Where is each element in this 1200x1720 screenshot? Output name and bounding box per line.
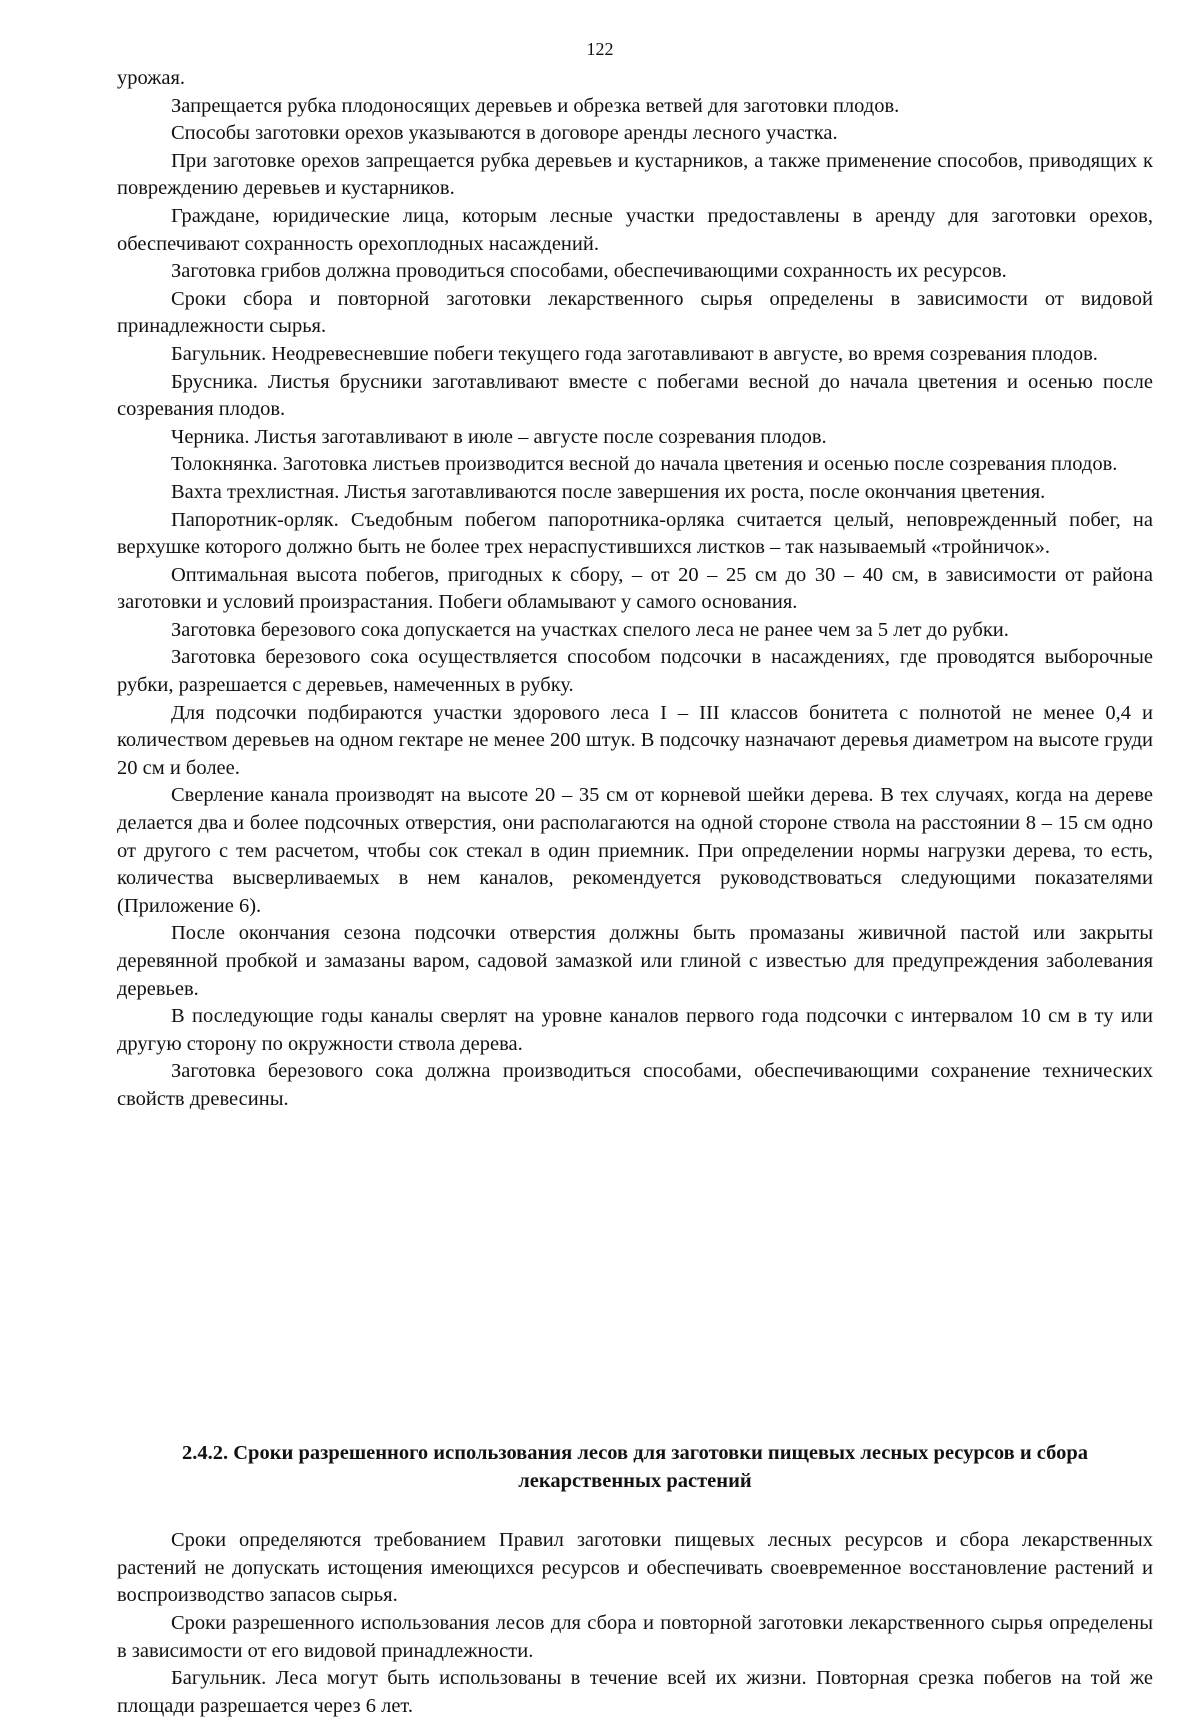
paragraph: Багульник. Леса могут быть использованы в течение всей их жизни. Повторная срезка побегов на той же площади разрешается через 6 лет. xyxy=(117,1667,1153,1717)
paragraph: Для подсочки подбираются участки здорового леса I – III классов бонитета с полнотой не менее 0,4 и количеством деревьев на одном гектаре не менее 200 штук. В подсочку назначают деревья диаметром на высоте груди 20 см и более. xyxy=(117,701,1153,779)
paragraph: урожая. xyxy=(117,67,186,89)
paragraph: Багульник. Неодревесневшие побеги текущего года заготавливают в августе, во время созревания плодов. xyxy=(171,342,1098,365)
paragraph: Оптимальная высота побегов, пригодных к сбору, – от 20 – 25 см до 30 – 40 см, в зависимости от района заготовки и условий произрастания. Побеги обламывают у самого основания. xyxy=(117,563,1153,614)
paragraph: Брусника. Листья брусники заготавливают вместе с побегами весной до начала цветения и осенью после созревания плодов. xyxy=(117,370,1153,421)
section-heading: 2.4.2. Сроки разрешенного использования лесов для заготовки пищевых лесных ресурсов и сбора лекарственных растений xyxy=(181,1442,1088,1492)
paragraph: Сроки разрешенного использования лесов для сбора и повторной заготовки лекарственного сырья определены в зависимости от его видовой принадлежности. xyxy=(117,1611,1153,1662)
paragraph: Способы заготовки орехов указываются в договоре аренды лесного участка. xyxy=(171,122,838,145)
paragraph: Черника. Листья заготавливают в июле – августе после созревания плодов. xyxy=(171,425,827,448)
paragraph: При заготовке орехов запрещается рубка деревьев и кустарников, а также применение способов, приводящих к повреждению деревьев и кустарников. xyxy=(117,149,1153,200)
paragraph: Граждане, юридические лица, которым лесные участки предоставлены в аренду для заготовки орехов, обеспечивают сохранность орехоплодных насаждений. xyxy=(117,204,1153,255)
paragraph: Заготовка березового сока должна производиться способами, обеспечивающими сохранение технических свойств древесины. xyxy=(117,1060,1153,1110)
paragraph: Папоротник-орляк. Съедобным побегом папоротника-орляка считается целый, неповрежденный побег, на верхушке которого должно быть не более трех нераспустившихся листков – так называемый «тройничок». xyxy=(117,508,1153,559)
section-2-4-2 xyxy=(117,1440,1153,1720)
paragraph: Заготовка березового сока допускается на участках спелого леса не ранее чем за 5 лет до рубки. xyxy=(171,618,1009,641)
paragraph: Сверление канала производят на высоте 20 – 35 см от корневой шейки дерева. В тех случаях, когда на дереве делается два и более подсочных отверстия, они располагаются на одной стороне ствола на расстоянии 8 – 15 см одно от другого с тем расчетом, чтобы сок стекал в один приемник. При определении нормы нагрузки дерева, то есть, количества высверливаемых в нем каналов, рекомендуется руководствоваться следующими показателями (Приложение 6). xyxy=(117,784,1153,917)
paragraph: Запрещается рубка плодоносящих деревьев и обрезка ветвей для заготовки плодов. xyxy=(171,94,900,117)
page-number: 122 xyxy=(586,39,614,59)
paragraph: В последующие годы каналы сверлят на уровне каналов первого года подсочки с интервалом 10 см в ту или другую сторону по окружности ствола дерева. xyxy=(117,1005,1153,1055)
paragraph: Сроки сбора и повторной заготовки лекарственного сырья определены в зависимости от видовой принадлежности сырья. xyxy=(117,287,1153,338)
paragraph: Вахта трехлистная. Листья заготавливаются после завершения их роста, после окончания цветения. xyxy=(171,480,1046,503)
body-text xyxy=(117,65,1153,1114)
paragraph: Заготовка грибов должна проводиться способами, обеспечивающими сохранность их ресурсов. xyxy=(171,260,1007,283)
paragraph: Толокнянка. Заготовка листьев производится весной до начала цветения и осенью после созревания плодов. xyxy=(171,453,1118,476)
paragraph: Заготовка березового сока осуществляется способом подсочки в насаждениях, где проводятся выборочные рубки, разрешается с деревьев, намеченных в рубку. xyxy=(117,646,1153,697)
paragraph: После окончания сезона подсочки отверстия должны быть промазаны живичной пастой или закрыты деревянной пробкой и замазаны варом, садовой замазкой или глиной с известью для предупреждения заболевания деревьев. xyxy=(117,922,1153,1000)
paragraph: Сроки определяются требованием Правил заготовки пищевых лесных ресурсов и сбора лекарственных растений не допускать истощения имеющихся ресурсов и обеспечивать своевременное восстановление растений и воспроизводство запасов сырья. xyxy=(117,1529,1153,1607)
